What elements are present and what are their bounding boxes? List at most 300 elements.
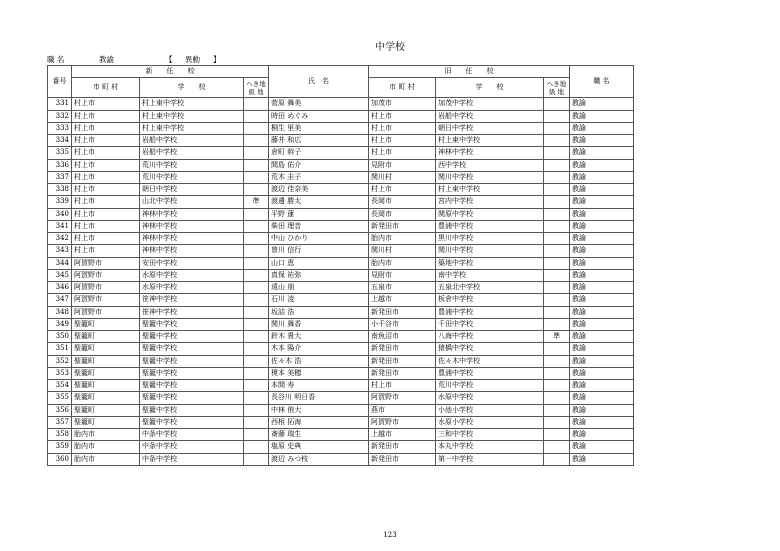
- post-title: 教諭: [570, 429, 634, 441]
- old-school: 豊浦中学校: [436, 367, 544, 379]
- teacher-name: 山口 恵: [269, 257, 369, 269]
- row-number: 336: [48, 159, 72, 171]
- teacher-name: 関川 舞香: [269, 318, 369, 330]
- new-municipality: 聖籠町: [72, 355, 140, 367]
- new-school: 中条中学校: [140, 429, 244, 441]
- old-municipality: 燕市: [369, 404, 436, 416]
- table-row: [48, 257, 634, 269]
- table-row: [48, 318, 634, 330]
- new-municipality: 村上市: [72, 110, 140, 122]
- row-number: 333: [48, 122, 72, 134]
- new-school: 聖籠中学校: [140, 404, 244, 416]
- new-municipality: 胎内市: [72, 441, 140, 453]
- old-remote-grade: [544, 380, 570, 392]
- old-municipality: 見附市: [369, 269, 436, 281]
- new-municipality: 村上市: [72, 233, 140, 245]
- new-remote-grade: [244, 110, 269, 122]
- new-remote-grade: 準: [244, 196, 269, 208]
- old-school: 関原中学校: [436, 208, 544, 220]
- old-school: 三和中学校: [436, 429, 544, 441]
- table-row: [48, 208, 634, 220]
- old-municipality: 村上市: [369, 110, 436, 122]
- new-remote-grade: [244, 245, 269, 257]
- teacher-name: 渡辺 佳奈美: [269, 184, 369, 196]
- teacher-name: 西根 拓海: [269, 416, 369, 428]
- old-remote-grade: [544, 110, 570, 122]
- table-row: [48, 220, 634, 232]
- old-remote-grade: [544, 392, 570, 404]
- new-remote-grade: [244, 441, 269, 453]
- new-municipality: 聖籠町: [72, 343, 140, 355]
- new-school: 荒川中学校: [140, 171, 244, 183]
- teacher-name: 菅原 舞美: [269, 98, 369, 110]
- old-municipality: 阿賀野市: [369, 416, 436, 428]
- old-school: 宮内中学校: [436, 196, 544, 208]
- row-number: 354: [48, 380, 72, 392]
- old-school: 築地中学校: [436, 257, 544, 269]
- row-number: 360: [48, 453, 72, 465]
- row-number: 345: [48, 269, 72, 281]
- table-row: [48, 380, 634, 392]
- new-remote-grade: [244, 135, 269, 147]
- new-municipality: 聖籠町: [72, 392, 140, 404]
- old-school: 岩船中学校: [436, 110, 544, 122]
- new-school: 村上東中学校: [140, 98, 244, 110]
- new-municipality: 阿賀野市: [72, 294, 140, 306]
- old-municipality: 村上市: [369, 135, 436, 147]
- new-school: 岩船中学校: [140, 147, 244, 159]
- new-school: 神林中学校: [140, 208, 244, 220]
- table-row: [48, 282, 634, 294]
- post-title: 教諭: [570, 98, 634, 110]
- table-row: [48, 416, 634, 428]
- old-municipality: 胎内市: [369, 257, 436, 269]
- teacher-name: 渡辺 みつ枝: [269, 453, 369, 465]
- row-number: 355: [48, 392, 72, 404]
- table-row: [48, 245, 634, 257]
- new-municipality: 聖籠町: [72, 318, 140, 330]
- row-number: 334: [48, 135, 72, 147]
- new-municipality: 村上市: [72, 171, 140, 183]
- new-school: 聖籠中学校: [140, 343, 244, 355]
- row-number: 350: [48, 331, 72, 343]
- row-number: 331: [48, 98, 72, 110]
- new-remote-grade: [244, 453, 269, 465]
- row-number: 340: [48, 208, 72, 220]
- post-title: 教諭: [570, 441, 634, 453]
- post-title: 教諭: [570, 147, 634, 159]
- table-row: [48, 306, 634, 318]
- new-school: 村上東中学校: [140, 110, 244, 122]
- old-school: 本丸中学校: [436, 441, 544, 453]
- new-remote-grade: [244, 147, 269, 159]
- old-school: 佐々木中学校: [436, 355, 544, 367]
- post-label: 職 名: [47, 55, 65, 64]
- post-title: 教諭: [570, 245, 634, 257]
- post-title: 教諭: [570, 367, 634, 379]
- new-remote-grade: [244, 306, 269, 318]
- post-title: 教諭: [570, 257, 634, 269]
- new-municipality: 村上市: [72, 196, 140, 208]
- new-municipality: 阿賀野市: [72, 306, 140, 318]
- old-municipality: 新発田市: [369, 343, 436, 355]
- old-remote-grade: [544, 367, 570, 379]
- new-remote-grade: [244, 429, 269, 441]
- new-school: 聖籠中学校: [140, 355, 244, 367]
- new-remote-grade: [244, 331, 269, 343]
- teacher-name: 中山 ひかり: [269, 233, 369, 245]
- old-school: 小池小学校: [436, 404, 544, 416]
- new-remote-grade: [244, 318, 269, 330]
- new-remote-grade: [244, 257, 269, 269]
- teacher-name: 坂詰 浩: [269, 306, 369, 318]
- new-municipality: 村上市: [72, 122, 140, 134]
- teacher-name: 斎藤 瑞生: [269, 429, 369, 441]
- row-number: 338: [48, 184, 72, 196]
- page-number: 123: [383, 531, 397, 539]
- new-municipality: 村上市: [72, 220, 140, 232]
- row-number: 359: [48, 441, 72, 453]
- old-school: 豊浦中学校: [436, 306, 544, 318]
- old-school: 八海中学校: [436, 331, 544, 343]
- new-remote-grade: [244, 392, 269, 404]
- old-municipality: 長岡市: [369, 196, 436, 208]
- new-remote-grade: [244, 294, 269, 306]
- old-remote-grade: [544, 208, 570, 220]
- old-remote-grade: [544, 416, 570, 428]
- teacher-name: 石川 凌: [269, 294, 369, 306]
- teacher-name: 鈴木 貴大: [269, 331, 369, 343]
- header-new-school: 新 任 校: [72, 66, 269, 78]
- post-title: 教諭: [570, 355, 634, 367]
- type-open-bracket: 【: [165, 55, 173, 64]
- header-old-municipality: 市 町 村: [369, 78, 436, 98]
- teacher-name: 間島 佑介: [269, 159, 369, 171]
- header-post: 職 名: [570, 66, 634, 98]
- old-municipality: 新発田市: [369, 355, 436, 367]
- new-remote-grade: [244, 122, 269, 134]
- teacher-name: 木本 陽介: [269, 343, 369, 355]
- row-number: 348: [48, 306, 72, 318]
- new-school: 岩船中学校: [140, 135, 244, 147]
- teacher-name: 倉町 幹子: [269, 147, 369, 159]
- old-remote-grade: [544, 147, 570, 159]
- old-municipality: 見附市: [369, 159, 436, 171]
- post-title: 教諭: [570, 171, 634, 183]
- table-row: [48, 147, 634, 159]
- old-municipality: 村上市: [369, 122, 436, 134]
- old-school: 朝日中学校: [436, 122, 544, 134]
- row-number: 349: [48, 318, 72, 330]
- teacher-name: 中林 侑大: [269, 404, 369, 416]
- new-municipality: 村上市: [72, 135, 140, 147]
- teacher-name: 本間 寿: [269, 380, 369, 392]
- old-remote-grade: [544, 257, 570, 269]
- old-municipality: 南魚沼市: [369, 331, 436, 343]
- post-title: 教諭: [570, 306, 634, 318]
- post-title: 教諭: [570, 220, 634, 232]
- row-number: 339: [48, 196, 72, 208]
- teacher-name: 曾川 信行: [269, 245, 369, 257]
- new-municipality: 聖籠町: [72, 380, 140, 392]
- header-name: 氏 名: [269, 66, 369, 98]
- new-remote-grade: [244, 98, 269, 110]
- old-school: 千田中学校: [436, 318, 544, 330]
- post-title: 教諭: [570, 343, 634, 355]
- table-row: [48, 122, 634, 134]
- new-municipality: 胎内市: [72, 429, 140, 441]
- table-row: [48, 429, 634, 441]
- new-remote-grade: [244, 355, 269, 367]
- old-school: 西中学校: [436, 159, 544, 171]
- new-municipality: 村上市: [72, 184, 140, 196]
- new-municipality: 聖籠町: [72, 404, 140, 416]
- post-title: 教諭: [570, 122, 634, 134]
- new-school: 神林中学校: [140, 233, 244, 245]
- row-number: 353: [48, 367, 72, 379]
- old-remote-grade: [544, 441, 570, 453]
- old-school: 第一中学校: [436, 453, 544, 465]
- new-remote-grade: [244, 416, 269, 428]
- row-number: 332: [48, 110, 72, 122]
- table-row: [48, 331, 634, 343]
- new-municipality: 聖籠町: [72, 331, 140, 343]
- new-municipality: 阿賀野市: [72, 257, 140, 269]
- new-school: 笹神中学校: [140, 306, 244, 318]
- old-municipality: 新発田市: [369, 453, 436, 465]
- new-school: 荒川中学校: [140, 159, 244, 171]
- row-number: 351: [48, 343, 72, 355]
- old-school: 水原中学校: [436, 392, 544, 404]
- header-old-remote: へき地 級 地: [544, 78, 570, 98]
- old-remote-grade: [544, 269, 570, 281]
- teacher-name: 長谷川 明日香: [269, 392, 369, 404]
- post-title: 教諭: [570, 184, 634, 196]
- table-row: [48, 404, 634, 416]
- old-remote-grade: [544, 171, 570, 183]
- post-title: 教諭: [570, 331, 634, 343]
- new-remote-grade: [244, 380, 269, 392]
- teacher-name: 遠山 朋: [269, 282, 369, 294]
- post-title: 教諭: [570, 453, 634, 465]
- old-remote-grade: [544, 98, 570, 110]
- row-number: 346: [48, 282, 72, 294]
- new-municipality: 村上市: [72, 245, 140, 257]
- new-school: 山北中学校: [140, 196, 244, 208]
- new-school: 聖籠中学校: [140, 416, 244, 428]
- old-municipality: 小千谷市: [369, 318, 436, 330]
- old-municipality: 阿賀野市: [369, 392, 436, 404]
- teacher-name: 榎本 美穂: [269, 367, 369, 379]
- table-row: [48, 453, 634, 465]
- old-school: 村上東中学校: [436, 135, 544, 147]
- new-school: 聖籠中学校: [140, 331, 244, 343]
- post-title: 教諭: [570, 416, 634, 428]
- old-municipality: 上越市: [369, 294, 436, 306]
- new-school: 朝日中学校: [140, 184, 244, 196]
- old-school: 黒川中学校: [436, 233, 544, 245]
- row-number: 347: [48, 294, 72, 306]
- old-remote-grade: [544, 404, 570, 416]
- new-school: 聖籠中学校: [140, 318, 244, 330]
- old-school: 関川中学校: [436, 245, 544, 257]
- post-title: 教諭: [570, 159, 634, 171]
- table-row: [48, 269, 634, 281]
- table-row: [48, 233, 634, 245]
- teacher-name: 平野 蓮: [269, 208, 369, 220]
- new-school: 安田中学校: [140, 257, 244, 269]
- table-row: [48, 355, 634, 367]
- header-new-municipality: 市 町 村: [72, 78, 140, 98]
- table-row: [48, 135, 634, 147]
- teacher-name: 藤井 和広: [269, 135, 369, 147]
- old-remote-grade: [544, 453, 570, 465]
- old-remote-grade: [544, 135, 570, 147]
- new-remote-grade: [244, 233, 269, 245]
- type-value: 異動: [185, 55, 200, 64]
- old-school: 豊浦中学校: [436, 220, 544, 232]
- table-row: [48, 110, 634, 122]
- header-old-school: 旧 任 校: [369, 66, 570, 78]
- old-school: 村上東中学校: [436, 184, 544, 196]
- old-municipality: 村上市: [369, 147, 436, 159]
- new-remote-grade: [244, 343, 269, 355]
- row-number: 352: [48, 355, 72, 367]
- teacher-name: 真保 祐弥: [269, 269, 369, 281]
- table-row: [48, 367, 634, 379]
- old-municipality: 村上市: [369, 184, 436, 196]
- post-title: 教諭: [570, 208, 634, 220]
- header-old-school-name: 学 校: [436, 78, 544, 98]
- new-municipality: 村上市: [72, 147, 140, 159]
- old-remote-grade: [544, 306, 570, 318]
- new-remote-grade: [244, 367, 269, 379]
- new-remote-grade: [244, 404, 269, 416]
- new-municipality: 村上市: [72, 159, 140, 171]
- post-title: 教諭: [570, 269, 634, 281]
- old-school: 水原小学校: [436, 416, 544, 428]
- old-municipality: 五泉市: [369, 282, 436, 294]
- table-row: [48, 441, 634, 453]
- table-row: [48, 184, 634, 196]
- old-remote-grade: [544, 245, 570, 257]
- old-remote-grade: [544, 122, 570, 134]
- post-title: 教諭: [570, 404, 634, 416]
- header-new-remote: へき地 級 地: [244, 78, 269, 98]
- post-title: 教諭: [570, 318, 634, 330]
- old-municipality: 新発田市: [369, 367, 436, 379]
- old-municipality: 村上市: [369, 380, 436, 392]
- post-value: 教諭: [99, 55, 114, 64]
- type-close-bracket: 】: [213, 55, 221, 64]
- old-remote-grade: [544, 220, 570, 232]
- new-municipality: 村上市: [72, 208, 140, 220]
- teacher-name: 塩原 史典: [269, 441, 369, 453]
- post-title: 教諭: [570, 233, 634, 245]
- row-number: 341: [48, 220, 72, 232]
- post-title: 教諭: [570, 282, 634, 294]
- old-remote-grade: [544, 282, 570, 294]
- old-remote-grade: [544, 318, 570, 330]
- old-municipality: 加茂市: [369, 98, 436, 110]
- transfer-table: [47, 65, 634, 466]
- post-title: 教諭: [570, 392, 634, 404]
- teacher-name: 柴田 理音: [269, 220, 369, 232]
- new-school: 笹神中学校: [140, 294, 244, 306]
- new-municipality: 胎内市: [72, 453, 140, 465]
- row-number: 356: [48, 404, 72, 416]
- new-school: 神林中学校: [140, 245, 244, 257]
- old-remote-grade: [544, 429, 570, 441]
- old-municipality: 関川村: [369, 245, 436, 257]
- new-school: 聖籠中学校: [140, 380, 244, 392]
- new-school: 聖籠中学校: [140, 367, 244, 379]
- new-school: 中条中学校: [140, 453, 244, 465]
- old-remote-grade: [544, 294, 570, 306]
- header-number: 番号: [48, 66, 72, 98]
- post-title: 教諭: [570, 110, 634, 122]
- post-title: 教諭: [570, 135, 634, 147]
- old-school: 荒川中学校: [436, 380, 544, 392]
- post-title: 教諭: [570, 380, 634, 392]
- table-row: [48, 196, 634, 208]
- new-municipality: 聖籠町: [72, 367, 140, 379]
- header-new-school-name: 学 校: [140, 78, 244, 98]
- new-school: 神林中学校: [140, 220, 244, 232]
- old-remote-grade: [544, 233, 570, 245]
- old-municipality: 関川村: [369, 171, 436, 183]
- old-school: 加茂中学校: [436, 98, 544, 110]
- new-municipality: 村上市: [72, 98, 140, 110]
- row-number: 358: [48, 429, 72, 441]
- table-row: [48, 294, 634, 306]
- new-school: 中条中学校: [140, 441, 244, 453]
- row-number: 344: [48, 257, 72, 269]
- teacher-name: 佐々木 浩: [269, 355, 369, 367]
- old-school: 南中学校: [436, 269, 544, 281]
- old-remote-grade: 準: [544, 331, 570, 343]
- new-municipality: 阿賀野市: [72, 269, 140, 281]
- old-remote-grade: [544, 355, 570, 367]
- new-school: 聖籠中学校: [140, 392, 244, 404]
- new-remote-grade: [244, 159, 269, 171]
- row-number: 342: [48, 233, 72, 245]
- old-municipality: 新発田市: [369, 306, 436, 318]
- old-municipality: 新発田市: [369, 441, 436, 453]
- new-remote-grade: [244, 220, 269, 232]
- post-title: 教諭: [570, 294, 634, 306]
- post-title: 教諭: [570, 196, 634, 208]
- table-row: [48, 343, 634, 355]
- new-school: 村上東中学校: [140, 122, 244, 134]
- old-municipality: 上越市: [369, 429, 436, 441]
- old-school: 板倉中学校: [436, 294, 544, 306]
- teacher-name: 時田 めぐみ: [269, 110, 369, 122]
- old-remote-grade: [544, 159, 570, 171]
- new-school: 水原中学校: [140, 269, 244, 281]
- old-municipality: 胎内市: [369, 233, 436, 245]
- row-number: 337: [48, 171, 72, 183]
- new-remote-grade: [244, 184, 269, 196]
- table-row: [48, 171, 634, 183]
- teacher-name: 荒木 圭子: [269, 171, 369, 183]
- old-school: 関川中学校: [436, 171, 544, 183]
- new-remote-grade: [244, 269, 269, 281]
- new-remote-grade: [244, 171, 269, 183]
- new-municipality: 阿賀野市: [72, 282, 140, 294]
- table-row: [48, 159, 634, 171]
- old-remote-grade: [544, 196, 570, 208]
